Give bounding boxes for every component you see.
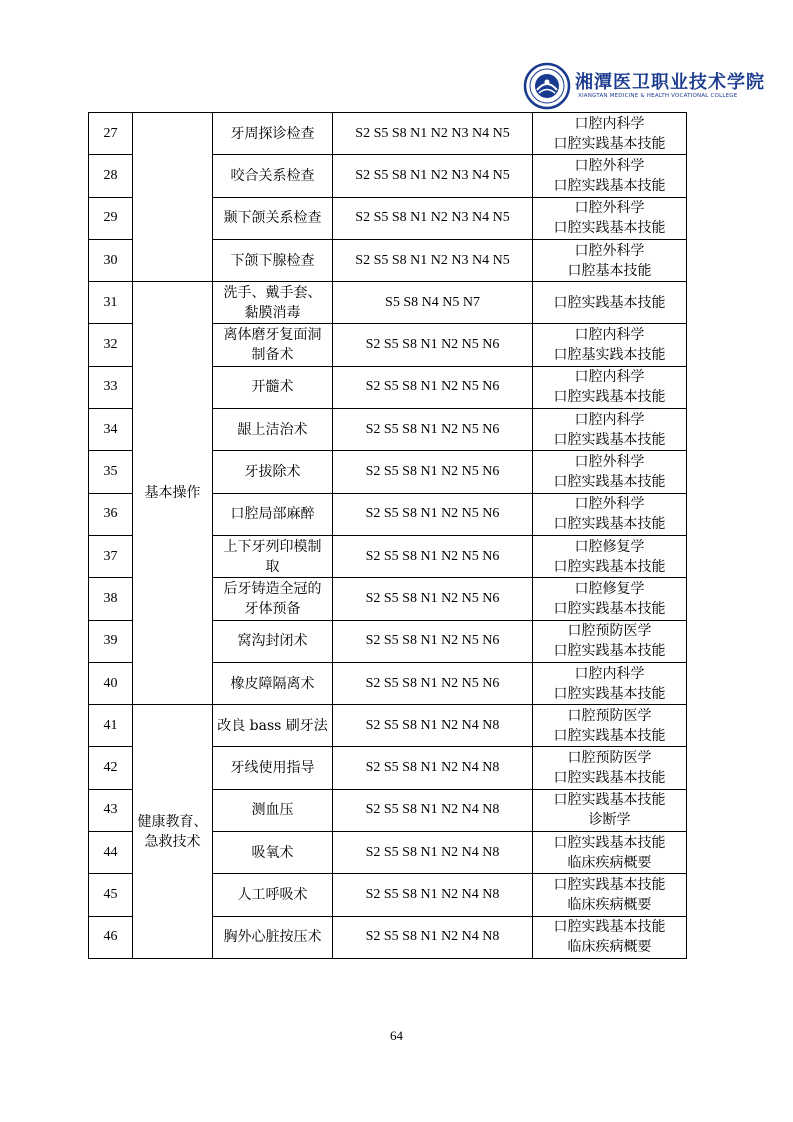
row-number: 30: [89, 239, 133, 281]
course-name: 口腔实践基本技能: [553, 770, 666, 787]
skill-item: 口腔局部麻醉: [213, 493, 333, 535]
related-courses: [533, 239, 687, 281]
course-name: 口腔外科学: [574, 496, 645, 513]
skill-item: 改良 bass 刷牙法: [213, 705, 333, 747]
skill-item: 窝沟封闭术: [213, 620, 333, 662]
course-name: 口腔实践基本技能: [553, 389, 666, 406]
course-name: 口腔预防医学: [567, 750, 652, 767]
school-emblem-icon: [523, 62, 571, 110]
row-number: 42: [89, 747, 133, 789]
related-courses: [533, 789, 687, 831]
row-number: 36: [89, 493, 133, 535]
related-courses: [533, 451, 687, 493]
skill-item: 牙周探诊检查: [213, 113, 333, 155]
row-number: 35: [89, 451, 133, 493]
row-number: 45: [89, 874, 133, 916]
course-name: 口腔实践基本技能: [553, 516, 666, 533]
course-name: 口腔实践基本技能: [553, 220, 666, 237]
course-name: 口腔实践基本技能: [553, 643, 666, 660]
skills-table: [88, 112, 687, 959]
skill-item: 上下牙列印模制取: [213, 535, 333, 577]
row-number: 31: [89, 282, 133, 324]
competency-codes: S2 S5 S8 N1 N2 N4 N8: [333, 832, 533, 874]
course-name: 口腔外科学: [574, 454, 645, 471]
competency-codes: S2 S5 S8 N1 N2 N5 N6: [333, 620, 533, 662]
course-name: 口腔预防医学: [567, 707, 652, 724]
course-name: 口腔实践基本技能: [553, 135, 666, 152]
competency-codes: S2 S5 S8 N1 N2 N5 N6: [333, 366, 533, 408]
related-courses: [533, 662, 687, 704]
course-name: 口腔实践基本技能: [553, 600, 666, 617]
competency-codes: S2 S5 S8 N1 N2 N5 N6: [333, 493, 533, 535]
competency-codes: S2 S5 S8 N1 N2 N5 N6: [333, 324, 533, 366]
competency-codes: S2 S5 S8 N1 N2 N4 N8: [333, 916, 533, 958]
skill-item: 人工呼吸术: [213, 874, 333, 916]
row-number: 46: [89, 916, 133, 958]
course-name: 口腔实践基本技能: [553, 558, 666, 575]
related-courses: [533, 578, 687, 620]
related-courses: [533, 535, 687, 577]
related-courses: [533, 197, 687, 239]
row-number: 32: [89, 324, 133, 366]
course-name: 口腔内科学: [574, 115, 645, 132]
course-name: 临床疾病概要: [567, 939, 652, 956]
competency-codes: S2 S5 S8 N1 N2 N4 N8: [333, 874, 533, 916]
competency-codes: S2 S5 S8 N1 N2 N3 N4 N5: [333, 113, 533, 155]
course-name: 口腔外科学: [574, 242, 645, 259]
school-name-cn: 湘潭医卫职业技术学院: [575, 72, 765, 93]
skill-item: 下颌下腺检查: [213, 239, 333, 281]
skill-item: 咬合关系检查: [213, 155, 333, 197]
competency-codes: S2 S5 S8 N1 N2 N3 N4 N5: [333, 197, 533, 239]
category-cell: [133, 113, 213, 282]
course-name: 口腔实践基本技能: [553, 876, 666, 893]
row-number: 41: [89, 705, 133, 747]
competency-codes: S2 S5 S8 N1 N2 N4 N8: [333, 789, 533, 831]
course-name: 口腔实践基本技能: [553, 177, 666, 194]
table-row: [89, 282, 687, 324]
skill-item: 颞下颌关系检查: [213, 197, 333, 239]
row-number: 34: [89, 409, 133, 451]
skill-item: 吸氧术: [213, 832, 333, 874]
competency-codes: S2 S5 S8 N1 N2 N5 N6: [333, 451, 533, 493]
course-name: 口腔修复学: [574, 580, 645, 597]
related-courses: [533, 916, 687, 958]
related-courses: [533, 113, 687, 155]
competency-codes: S2 S5 S8 N1 N2 N4 N8: [333, 705, 533, 747]
related-courses: [533, 493, 687, 535]
skill-item: 开髓术: [213, 366, 333, 408]
course-name: 口腔实践基本技能: [553, 685, 666, 702]
category-cell: 基本操作: [133, 282, 213, 705]
related-courses: [533, 747, 687, 789]
row-number: 37: [89, 535, 133, 577]
row-number: 29: [89, 197, 133, 239]
related-courses: [533, 409, 687, 451]
competency-codes: S2 S5 S8 N1 N2 N3 N4 N5: [333, 239, 533, 281]
competency-codes: S2 S5 S8 N1 N2 N5 N6: [333, 578, 533, 620]
course-name: 口腔基实践本技能: [553, 347, 666, 364]
related-courses: [533, 832, 687, 874]
course-name: 口腔内科学: [574, 665, 645, 682]
competency-codes: S5 S8 N4 N5 N7: [333, 282, 533, 324]
course-name: 口腔实践基本技能: [553, 431, 666, 448]
skill-item: 洗手、戴手套、黏膜消毒: [213, 282, 333, 324]
skill-item: 离体磨牙复面洞制备术: [213, 324, 333, 366]
course-name: 口腔实践基本技能: [553, 294, 666, 311]
table-row: [89, 113, 687, 155]
skill-item: 牙线使用指导: [213, 747, 333, 789]
related-courses: [533, 705, 687, 747]
competency-codes: S2 S5 S8 N1 N2 N4 N8: [333, 747, 533, 789]
course-name: 口腔基本技能: [567, 262, 652, 279]
course-name: 诊断学: [588, 812, 631, 829]
related-courses: [533, 874, 687, 916]
competency-codes: S2 S5 S8 N1 N2 N5 N6: [333, 535, 533, 577]
row-number: 33: [89, 366, 133, 408]
row-number: 43: [89, 789, 133, 831]
course-name: 口腔实践基本技能: [553, 727, 666, 744]
competency-codes: S2 S5 S8 N1 N2 N5 N6: [333, 662, 533, 704]
row-number: 28: [89, 155, 133, 197]
course-name: 口腔内科学: [574, 369, 645, 386]
school-logo: [523, 62, 763, 112]
skill-item: 胸外心脏按压术: [213, 916, 333, 958]
related-courses: [533, 155, 687, 197]
course-name: 口腔实践基本技能: [553, 474, 666, 491]
row-number: 44: [89, 832, 133, 874]
course-name: 口腔修复学: [574, 538, 645, 555]
related-courses: [533, 324, 687, 366]
competency-codes: S2 S5 S8 N1 N2 N3 N4 N5: [333, 155, 533, 197]
row-number: 38: [89, 578, 133, 620]
course-name: 口腔实践基本技能: [553, 792, 666, 809]
category-cell: 健康教育、急救技术: [133, 705, 213, 959]
row-number: 39: [89, 620, 133, 662]
related-courses: [533, 282, 687, 324]
skill-item: 后牙铸造全冠的牙体预备: [213, 578, 333, 620]
course-name: 口腔实践基本技能: [553, 834, 666, 851]
course-name: 口腔内科学: [574, 327, 645, 344]
course-name: 临床疾病概要: [567, 896, 652, 913]
course-name: 临床疾病概要: [567, 854, 652, 871]
row-number: 27: [89, 113, 133, 155]
skill-item: 橡皮障隔离术: [213, 662, 333, 704]
skill-item: 牙拔除术: [213, 451, 333, 493]
table-row: [89, 705, 687, 747]
skill-item: 测血压: [213, 789, 333, 831]
course-name: 口腔外科学: [574, 157, 645, 174]
school-name-en: XIANGTAN MEDICINE & HEALTH VOCATIONAL COLLEGE: [578, 93, 738, 99]
row-number: 40: [89, 662, 133, 704]
related-courses: [533, 620, 687, 662]
related-courses: [533, 366, 687, 408]
course-name: 口腔预防医学: [567, 623, 652, 640]
page-number: 64: [390, 1028, 403, 1043]
competency-codes: S2 S5 S8 N1 N2 N5 N6: [333, 409, 533, 451]
course-name: 口腔实践基本技能: [553, 919, 666, 936]
skill-item: 龈上洁治术: [213, 409, 333, 451]
course-name: 口腔外科学: [574, 200, 645, 217]
course-name: 口腔内科学: [574, 411, 645, 428]
